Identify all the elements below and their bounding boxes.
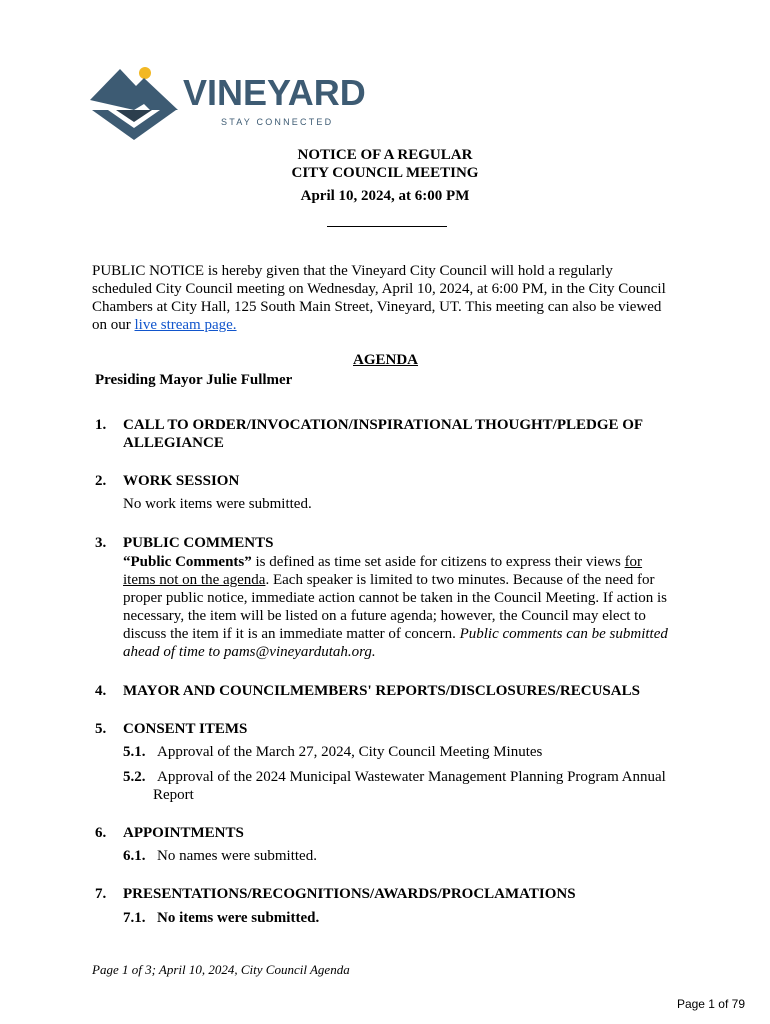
- notice-title-line2: CITY COUNCIL MEETING: [291, 165, 479, 181]
- live-stream-link[interactable]: live stream page.: [134, 317, 237, 333]
- sub-item-5-1-number: 5.1.: [123, 744, 146, 760]
- sub-item-6-1-number: 6.1.: [123, 848, 146, 864]
- sub-item-7-1-text: No items were submitted.: [157, 910, 320, 926]
- agenda-item-1-title: CALL TO ORDER/INVOCATION/INSPIRATIONAL THOUGHT/PLEDGE OF: [123, 417, 644, 433]
- presiding-officer: Presiding Mayor Julie Fullmer: [95, 372, 293, 388]
- title-divider: [327, 226, 447, 227]
- public-comments-line4: necessary, the item will be listed on a future agenda; however, the Council may elect to: [123, 608, 646, 624]
- agenda-item-3-title: PUBLIC COMMENTS: [123, 535, 274, 551]
- agenda-item-6-number: 6.: [95, 825, 107, 841]
- sub-item-5-2-number: 5.2.: [123, 769, 146, 785]
- agenda-item-5-number: 5.: [95, 721, 107, 737]
- agenda-item-7-title: PRESENTATIONS/RECOGNITIONS/AWARDS/PROCLAMATIONS: [123, 886, 576, 902]
- sub-item-5-2-text-cont: Report: [153, 787, 194, 803]
- agenda-heading: AGENDA: [353, 352, 419, 368]
- public-comments-line2: items not on the agenda. Each speaker is limited to two minutes. Because of the need for: [123, 572, 655, 588]
- sub-item-5-1-text: Approval of the March 27, 2024, City Council Meeting Minutes: [157, 744, 543, 760]
- notice-title-line1: NOTICE OF A REGULAR: [297, 147, 473, 163]
- mountain-icon: [90, 69, 178, 110]
- agenda-item-1-title-cont: ALLEGIANCE: [123, 435, 224, 451]
- meeting-date: April 10, 2024, at 6:00 PM: [300, 188, 470, 204]
- agenda-item-5-title: CONSENT ITEMS: [123, 721, 248, 737]
- public-comments-line1: “Public Comments” is defined as time set aside for citizens to express their views for: [123, 554, 643, 570]
- logo-tagline: STAY CONNECTED: [221, 117, 334, 127]
- public-comments-line5: discuss the item if it is an immediate matter of concern. Public comments can be submitted: [123, 626, 668, 642]
- agenda-item-6-title: APPOINTMENTS: [123, 825, 244, 841]
- agenda-item-4-number: 4.: [95, 683, 107, 699]
- logo-wordmark: VINEYARD: [183, 72, 366, 113]
- agenda-item-2-body: No work items were submitted.: [123, 496, 312, 512]
- agenda-item-7-number: 7.: [95, 886, 107, 902]
- agenda-item-4-title: MAYOR AND COUNCILMEMBERS' REPORTS/DISCLOSURES/RECUSALS: [123, 683, 640, 699]
- public-notice-text: PUBLIC NOTICE is hereby given that the Vineyard City Council will hold a regularly scheduled City Council meeting on Wednesday, April 10, 2024, at 6:00 PM, in the City Council Chambers at City Hall, 125 South Main Street, Vineyard, UT. This meeting can also be viewed on our: [92, 263, 666, 333]
- page-footer: Page 1 of 3; April 10, 2024, City Council Agenda: [92, 962, 350, 977]
- agenda-item-3-number: 3.: [95, 535, 107, 551]
- sub-item-5-2-text: Approval of the 2024 Municipal Wastewater Management Planning Program Annual: [157, 769, 666, 785]
- sun-icon: [139, 67, 151, 79]
- public-notice-paragraph: [92, 262, 692, 334]
- sub-item-6-1-text: No names were submitted.: [157, 848, 317, 864]
- agenda-item-2-number: 2.: [95, 473, 107, 489]
- agenda-item-2-title: WORK SESSION: [123, 473, 240, 489]
- page-counter: Page 1 of 79: [676, 997, 745, 1011]
- public-comments-line6: ahead of time to pams@vineyardutah.org.: [123, 644, 376, 660]
- agenda-item-1-number: 1.: [95, 417, 107, 433]
- sub-item-7-1-number: 7.1.: [123, 910, 146, 926]
- public-comments-line3: proper public notice, immediate action cannot be taken in the Council Meeting. If action is: [123, 590, 667, 606]
